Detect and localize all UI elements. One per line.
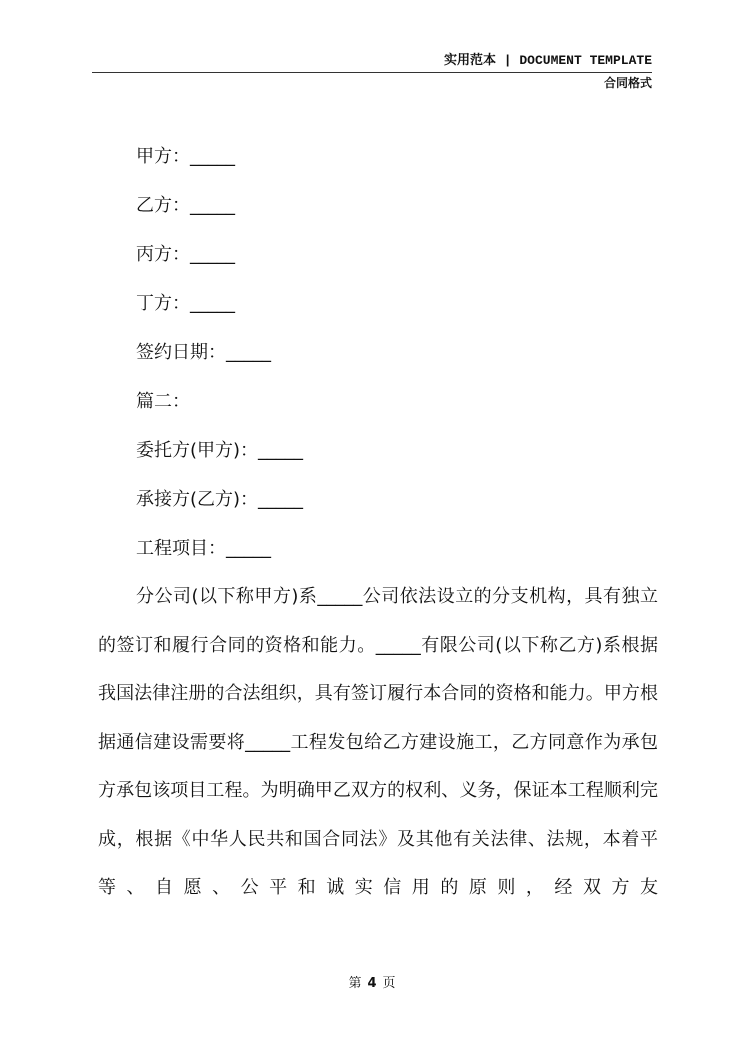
project-field: 工程项目：_____ <box>136 538 271 559</box>
client-field: 委托方(甲方)：_____ <box>136 440 304 461</box>
party-b-field: 乙方：_____ <box>136 195 235 216</box>
header-title: 实用范本 | DOCUMENT TEMPLATE <box>443 53 652 68</box>
header-divider <box>92 72 652 73</box>
party-c-field: 丙方：_____ <box>136 244 235 265</box>
party-a-field: 甲方：_____ <box>136 146 235 167</box>
document-body <box>98 132 658 913</box>
page-number: 4 <box>367 976 377 991</box>
header-subtitle: 合同格式 <box>603 76 652 90</box>
page-suffix: 页 <box>382 976 396 991</box>
contractor-field: 承接方(乙方)：_____ <box>136 489 304 510</box>
party-d-field: 丁方：_____ <box>136 293 235 314</box>
section-heading: 篇二： <box>136 391 190 412</box>
page-footer <box>0 975 744 993</box>
signing-date-field: 签约日期：_____ <box>136 342 271 363</box>
page-prefix: 第 <box>348 976 362 991</box>
contract-paragraph: 分公司(以下称甲方)系_____公司依法设立的分支机构，具有独立的签订和履行合同的资格和能力。_____有限公司(以下称乙方)系根据我国法律注册的合法组织，具有签订履行本合同的资格和能力。甲方根据通信建设需要将_____工程发包给乙方建设施工，乙方同意作为承包方承包该项目工程。为明确甲乙双方的权利、义务，保证本工程顺利完成，根据《中华人民共和国合同法》及其他有关法律、法规，本着平等、自愿、公平和诚实信用的原则，经双方友 <box>98 586 658 898</box>
